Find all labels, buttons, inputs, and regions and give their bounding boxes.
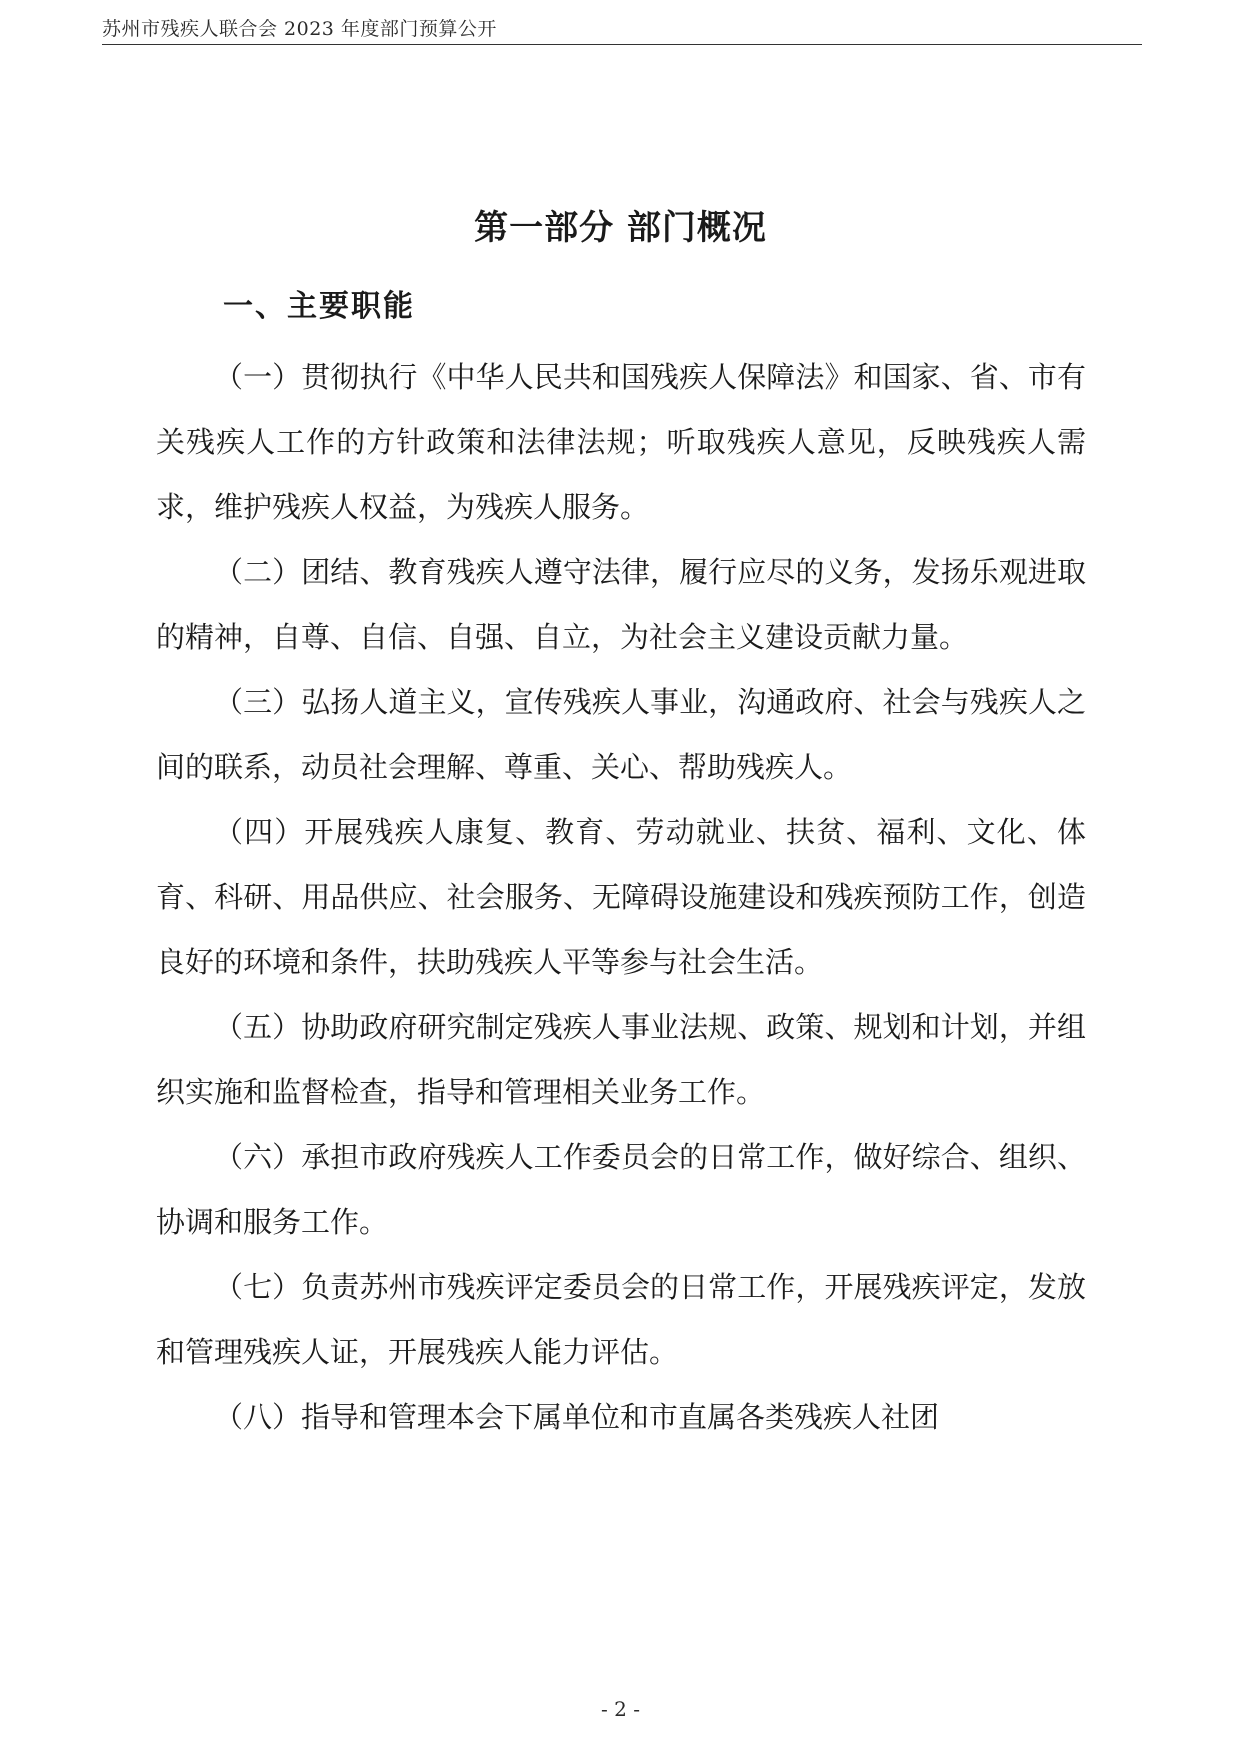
paragraph-8: （八）指导和管理本会下属单位和市直属各类残疾人社团 <box>214 1400 940 1434</box>
running-header: 苏州市残疾人联合会 2023 年度部门预算公开 <box>102 18 497 40</box>
body-text <box>156 345 1086 1450</box>
paragraph-5: （五）协助政府研究制定残疾人事业法规、政策、规划和计划，并组织实施和监督检查，指导和管理相关业务工作。 <box>156 1010 1086 1109</box>
part-title: 第一部分 部门概况 <box>474 208 767 248</box>
paragraph-6: （六）承担市政府残疾人工作委员会的日常工作，做好综合、组织、协调和服务工作。 <box>156 1140 1086 1239</box>
paragraph-7: （七）负责苏州市残疾评定委员会的日常工作，开展残疾评定，发放和管理残疾人证，开展残疾人能力评估。 <box>156 1270 1086 1369</box>
paragraph-1: （一）贯彻执行《中华人民共和国残疾人保障法》和国家、省、市有关残疾人工作的方针政策和法律法规；听取残疾人意见，反映残疾人需求，维护残疾人权益，为残疾人服务。 <box>156 360 1086 524</box>
page-number: - 2 - <box>601 1697 640 1721</box>
paragraph-4: （四）开展残疾人康复、教育、劳动就业、扶贫、福利、文化、体育、科研、用品供应、社会服务、无障碍设施建设和残疾预防工作，创造良好的环境和条件，扶助残疾人平等参与社会生活。 <box>156 815 1086 979</box>
header-divider <box>102 44 1142 45</box>
section-heading: 一、主要职能 <box>223 289 415 324</box>
paragraph-2: （二）团结、教育残疾人遵守法律，履行应尽的义务，发扬乐观进取的精神，自尊、自信、自强、自立，为社会主义建设贡献力量。 <box>156 555 1086 654</box>
paragraph-3: （三）弘扬人道主义，宣传残疾人事业，沟通政府、社会与残疾人之间的联系，动员社会理解、尊重、关心、帮助残疾人。 <box>156 685 1086 784</box>
